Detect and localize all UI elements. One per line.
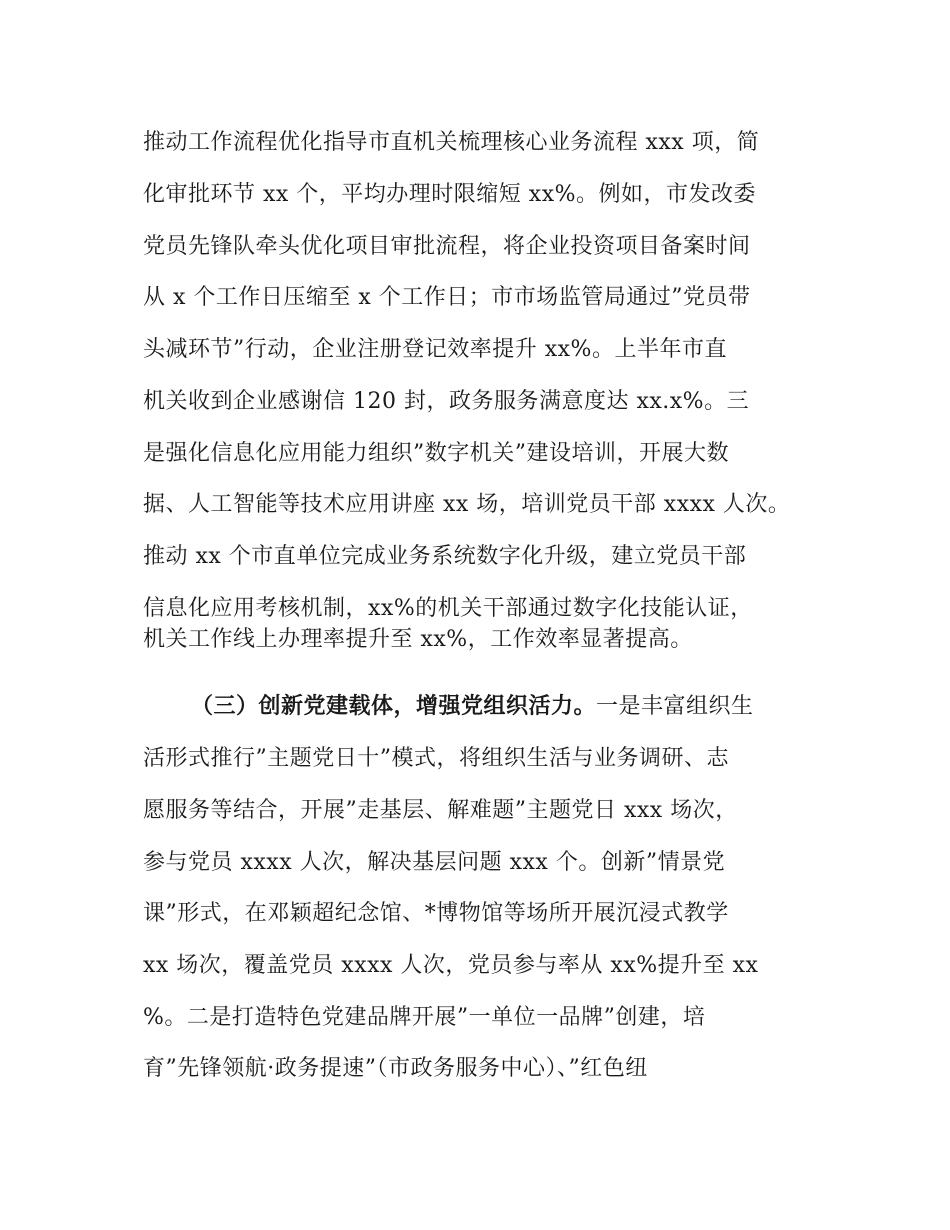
text-line: 推动 xx 个市直单位完成业务系统数字化升级，建立党员干部 bbox=[143, 544, 747, 569]
heading-continuation: 一是丰富组织生 bbox=[596, 694, 754, 719]
text-line: 据、人工智能等技术应用讲座 xx 场，培训党员干部 xxxx 人次。 bbox=[143, 492, 791, 517]
section-heading-line bbox=[191, 692, 754, 722]
text-line: 信息化应用考核机制，xx%的机关干部通过数字化技能认证， bbox=[143, 596, 753, 621]
text-line: 机关收到企业感谢信 120 封，政务服务满意度达 xx.x%。三 bbox=[143, 389, 750, 414]
section-heading: （三）创新党建载体，增强党组织活力。 bbox=[191, 694, 597, 719]
text-line: 课”形式，在邓颖超纪念馆、*博物馆等场所开展沉浸式教学 bbox=[143, 901, 729, 926]
text-line: 愿服务等结合，开展”走基层、解难题”主题党日 xxx 场次， bbox=[143, 798, 738, 823]
text-line: 从 x 个工作日压缩至 x 个工作日；市市场监管局通过”党员带 bbox=[143, 285, 751, 310]
text-line: 参与党员 xxxx 人次，解决基层问题 xxx 个。创新”情景党 bbox=[143, 850, 726, 875]
text-line: 党员先锋队牵头优化项目审批流程，将企业投资项目备案时间 bbox=[143, 234, 751, 259]
text-line: 机关工作线上办理率提升至 xx%，工作效率显著提高。 bbox=[143, 627, 693, 652]
text-line: 活形式推行”主题党日十”模式，将组织生活与业务调研、志 bbox=[143, 746, 729, 771]
text-line: %。二是打造特色党建品牌开展”一单位一品牌”创建，培 bbox=[143, 1005, 706, 1030]
text-line: 推动工作流程优化指导市直机关梳理核心业务流程 xxx 项，简 bbox=[143, 130, 760, 155]
text-line: xx 场次，覆盖党员 xxxx 人次，党员参与率从 xx%提升至 xx bbox=[143, 953, 759, 978]
text-line: 化审批环节 xx 个，平均办理时限缩短 xx%。例如，市发改委 bbox=[143, 182, 757, 207]
text-line: 是强化信息化应用能力组织”数字机关”建设培训，开展大数 bbox=[143, 441, 729, 466]
text-line: 头减环节”行动，企业注册登记效率提升 xx%。上半年市直 bbox=[143, 337, 727, 362]
text-line: 育”先锋领航·政务提速”（市政务服务中心）、”红色纽 bbox=[143, 1056, 648, 1081]
